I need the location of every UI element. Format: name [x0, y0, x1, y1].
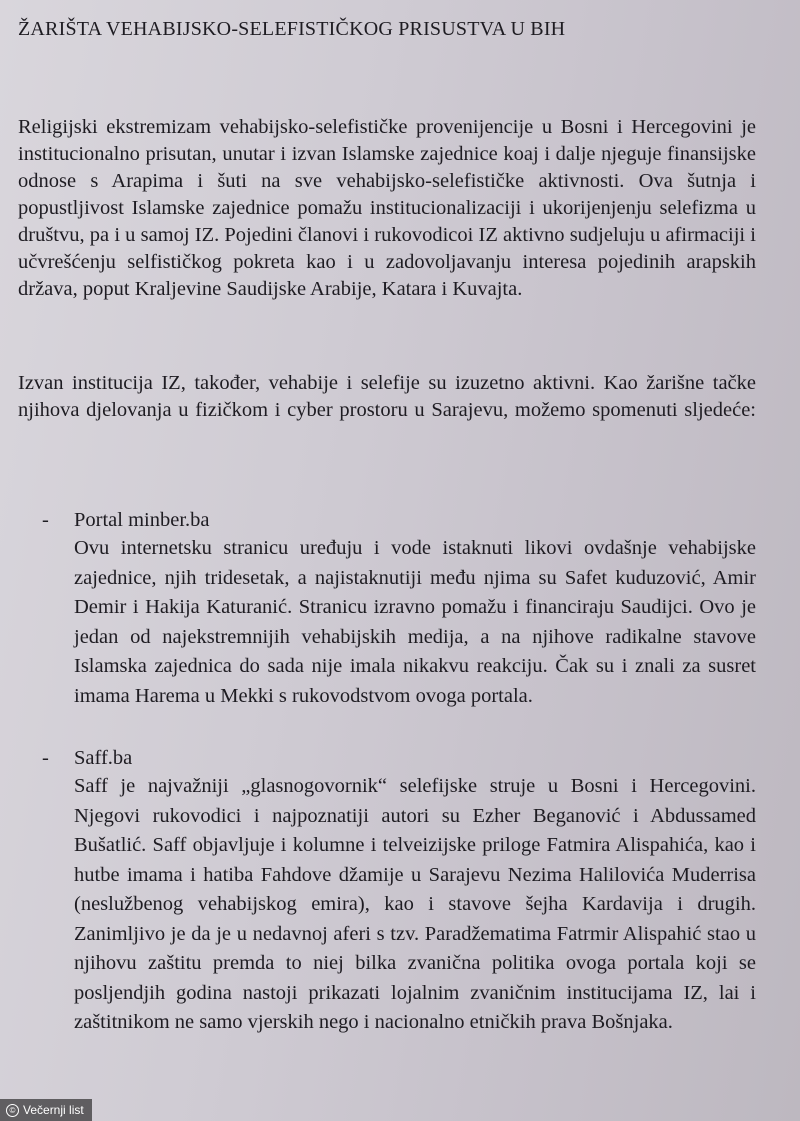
document-title: ŽARIŠTA VEHABIJSKO-SELEFISTIČKOG PRISUSTVA U BIH [18, 18, 566, 40]
list-item-heading: Portal minber.ba [74, 509, 210, 531]
watermark [0, 1099, 92, 1121]
list-item-body: Saff je najvažniji „glasnogovornik“ selefijske struje u Bosni i Hercegovini. Njegovi rukovodici i najpoznatiji autori su Ezher Beganović i Abdussamed Bušatlić. Saff objavljuje i kolumne i telveizijske priloge Fatmira Alispahića, kao i hutbe imama i hatiba Fahdove džamije u Sarajevu Nezima Halilovića Muderrisa (neslužbenog vehabijskog emira), kao i stavove šejha Kardavija i drugih. Zanimljivo je da je u nedavnoj aferi s tzv. Paradžematima Fatrmir Alispahić stao u njihovu zaštitu premda to niej bilka zvanična politika ovoga portala koji se posljendjih godina nastoji prikazati lojalnim zvaničnim institucijama IZ, lai i zaštitnikom ne samo vjerskih nego i nacionalno etničkih prava Bošnjaka. [74, 775, 756, 1033]
list-dash: - [42, 747, 49, 769]
paragraph-locations: Izvan institucija IZ, također, vehabije i selefije su izuzetno aktivni. Kao žarišne tačke njihova djelovanja u fizičkom i cyber prostoru u Sarajevu, možemo spomenuti sljedeće: [18, 372, 756, 421]
watermark-text: Večernji list [23, 1103, 84, 1117]
list-dash: - [42, 509, 49, 531]
list-item-heading: Saff.ba [74, 747, 133, 769]
copyright-icon: © [6, 1104, 19, 1117]
paragraph-intro: Religijski ekstremizam vehabijsko-selefističke provenijencije u Bosni i Hercegovini je institucionalno prisutan, unutar i izvan Islamske zajednice koaj i dalje njeguje finansijske odnose s Arapima i šuti na sve vehabijsko-selefističke aktivnosti. Ova šutnja i popustljivost Islamske zajednice pomažu institucionalizaciji i ukorijenjenju selefizma u društvu, pa i u samoj IZ. Pojedini članovi i rukovodicoi IZ aktivno sudjeluju u afirmaciji i učvrešćenju selfističkog pokreta kao i u zadovoljavanju interesa pojedinih arapskih država, poput Kraljevine Saudijske Arabije, Katara i Kuvajta. [18, 116, 756, 300]
list-item-body: Ovu internetsku stranicu uređuju i vode istaknuti likovi ovdašnje vehabijske zajednice, njih tridesetak, a najistaknutiji među njima su Safet kuduzović, Amir Demir i Hakija Katuranić. Stranicu izravno pomažu i financiraju Saudijci. Ovo je jedan od najekstremnijih vehabijskih medija, a na njihove radikalne stavove Islamska zajednica do sada nije imala nikakvu reakciju. Čak su i znali za susret imama Harema u Mekki s rukovodstvom ovoga portala. [74, 537, 756, 707]
